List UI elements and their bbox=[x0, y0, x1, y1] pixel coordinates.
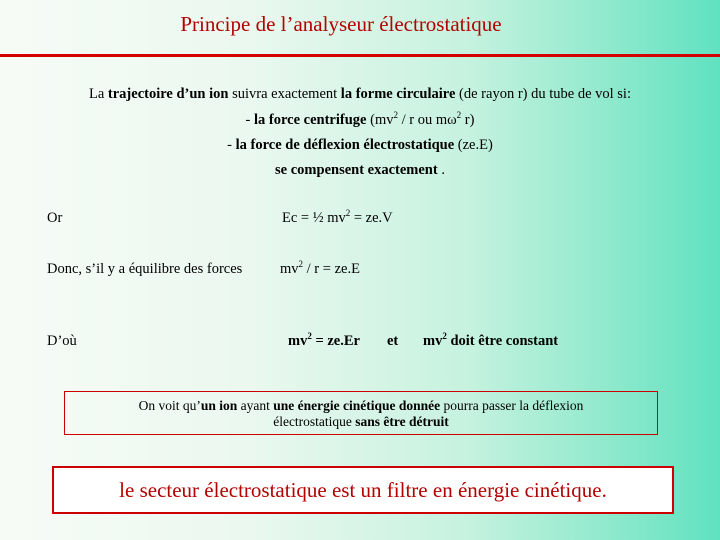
intro-text: . bbox=[437, 162, 445, 178]
exponent: 2 bbox=[307, 331, 312, 341]
observation-bold: un ion bbox=[200, 398, 238, 413]
intro-line-3 bbox=[0, 137, 720, 154]
equation-text: doit être constant bbox=[446, 333, 559, 349]
intro-line-1 bbox=[0, 86, 720, 103]
observation-text: électrostatique bbox=[273, 414, 356, 429]
dou-label: D’où bbox=[47, 333, 77, 349]
equation-text: = ze.Er bbox=[311, 333, 360, 349]
slide-title: Principe de l’analyseur électrostatique bbox=[180, 12, 502, 36]
constant-condition bbox=[423, 333, 558, 350]
equation-text: = ze.V bbox=[350, 210, 393, 226]
exponent: 2 bbox=[393, 110, 398, 120]
intro-text: - bbox=[245, 112, 255, 128]
intro-text: (de rayon r) du tube de vol si: bbox=[455, 86, 631, 102]
intro-bold: la forme circulaire bbox=[340, 86, 456, 102]
title-underline bbox=[0, 54, 720, 57]
intro-text: suivra exactement bbox=[228, 86, 341, 102]
conclusion-box bbox=[52, 466, 674, 514]
equation-text: Ec = ½ mv bbox=[282, 210, 346, 226]
intro-line-4 bbox=[0, 162, 720, 179]
intro-bold: trajectoire d’un ion bbox=[107, 86, 229, 102]
equation-text: mv bbox=[423, 333, 443, 349]
et-connector: et bbox=[387, 333, 399, 349]
intro-text: / r ou mω bbox=[397, 112, 457, 128]
observation-box bbox=[64, 391, 658, 435]
intro-bold: la force centrifuge bbox=[254, 112, 367, 128]
equation-text: / r = ze.E bbox=[303, 261, 360, 277]
exponent: 2 bbox=[456, 110, 462, 120]
intro-text: (ze.E) bbox=[454, 137, 493, 153]
exponent: 2 bbox=[298, 259, 304, 269]
exponent: 2 bbox=[345, 208, 351, 218]
intro-text: r) bbox=[461, 112, 475, 128]
equation-text: mv bbox=[288, 333, 308, 349]
observation-text: ayant bbox=[237, 398, 274, 413]
donc-label: Donc, s’il y a équilibre des forces bbox=[47, 261, 243, 277]
intro-line-2 bbox=[0, 112, 720, 129]
intro-text: La bbox=[89, 86, 108, 102]
conclusion-text: le secteur électrostatique est un filtre en énergie cinétique. bbox=[119, 478, 607, 502]
force-balance-equation bbox=[280, 261, 360, 278]
observation-text: On voit qu’ bbox=[138, 398, 201, 413]
intro-text: (mv bbox=[366, 112, 394, 128]
intro-bold: la force de déflexion électrostatique bbox=[235, 137, 455, 153]
observation-bold: sans être détruit bbox=[355, 414, 449, 429]
observation-text: pourra passer la déflexion bbox=[440, 398, 584, 413]
kinetic-energy-equation bbox=[282, 210, 393, 227]
or-label: Or bbox=[47, 210, 63, 226]
intro-text: - bbox=[227, 137, 236, 153]
observation-bold: une énergie cinétique donnée bbox=[273, 398, 441, 413]
equation-text: mv bbox=[280, 261, 299, 277]
exponent: 2 bbox=[442, 331, 447, 341]
result-equation bbox=[288, 333, 360, 350]
intro-bold: se compensent exactement bbox=[275, 162, 438, 178]
